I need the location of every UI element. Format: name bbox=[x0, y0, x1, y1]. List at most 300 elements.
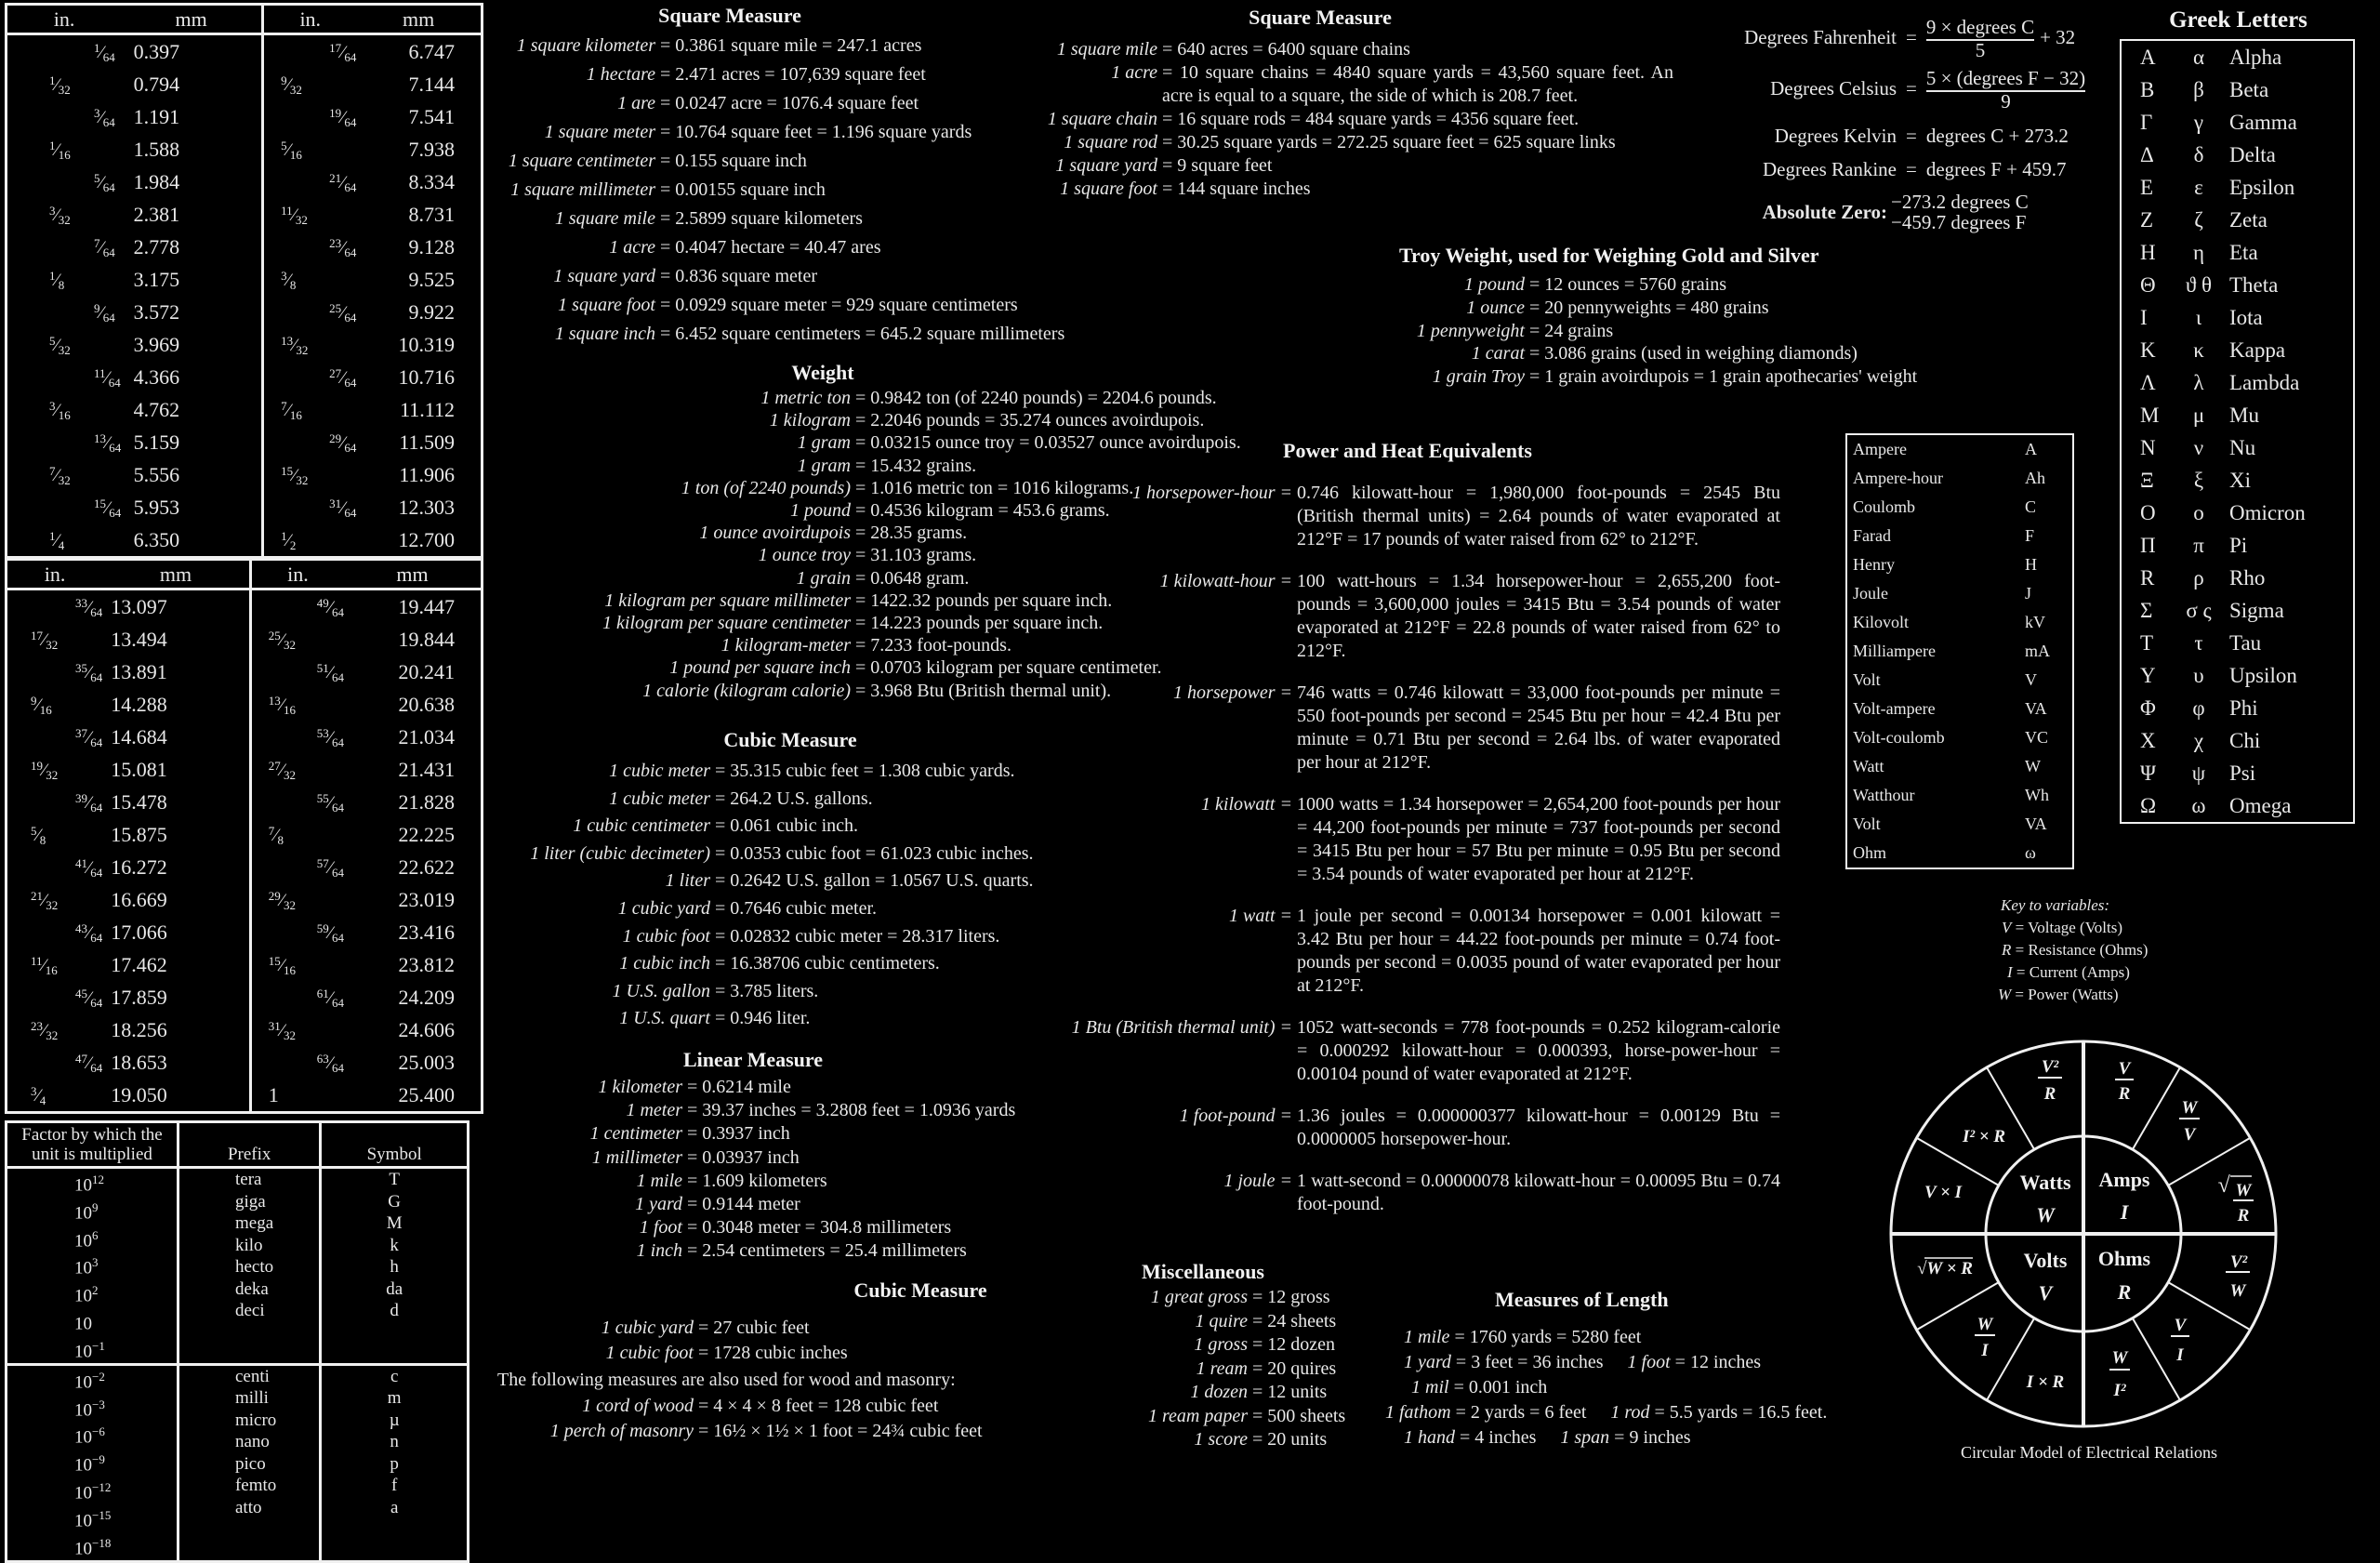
greek-name: Xi bbox=[2229, 468, 2251, 492]
greek-lower: ρ bbox=[2193, 565, 2204, 589]
unit-term: 1 mile bbox=[636, 1170, 682, 1191]
unit-row bbox=[1846, 493, 2073, 522]
equivalent-value: = 3.968 Btu (British thermal unit). bbox=[855, 680, 1112, 701]
conversion-row bbox=[7, 981, 483, 1013]
greek-name: Gamma bbox=[2229, 110, 2297, 134]
greek-letter-row bbox=[2121, 366, 2354, 399]
unit-row bbox=[1846, 522, 2073, 550]
equivalent-value: = 0.2642 U.S. gallon = 1.0567 U.S. quarts. bbox=[715, 870, 1034, 892]
greek-lower: β bbox=[2193, 77, 2204, 101]
prefix-symbol: a bbox=[390, 1497, 399, 1517]
mm-value: 10.716 bbox=[398, 364, 455, 389]
si-prefix-table bbox=[5, 1120, 469, 1563]
unit-name: Volt-ampere bbox=[1853, 699, 1936, 718]
equivalent-value: = 7.233 foot-pounds. bbox=[855, 635, 1012, 656]
inch-fraction: $^{41}⁄_{64}$ bbox=[75, 855, 103, 880]
unit-term: 1 kilogram bbox=[769, 410, 851, 431]
unit-term: 1 quire bbox=[1195, 1310, 1248, 1331]
greek-name: Theta bbox=[2229, 272, 2279, 297]
conversion-line bbox=[1362, 320, 1938, 343]
prefix-symbol: d bbox=[390, 1301, 399, 1320]
unit-term: 1 square centimeter bbox=[508, 151, 655, 171]
miscellaneous-section bbox=[1078, 1260, 1357, 1452]
svg-text:R: R bbox=[2118, 1084, 2131, 1104]
inch-mm-table-1 bbox=[5, 3, 483, 559]
equivalent-value: 1000 watts = 1.34 horsepower = 2,654,200 foot-pounds per hour = 44,200 foot-pounds per minute = 737 foot-pounds per second = 3415 Btu per hour = 57 Btu per minute = 0.95 Btu per second = 3.54 pounds of water evaporated per hour at 212°F. bbox=[1297, 794, 1780, 884]
mm-value: 19.447 bbox=[398, 594, 455, 618]
prefix-header-symbol: Symbol bbox=[321, 1122, 469, 1168]
unit-row bbox=[1846, 434, 2073, 464]
mm-value: 17.462 bbox=[111, 952, 167, 976]
unit-term: 1 gram bbox=[797, 455, 851, 476]
equivalent-value: = 0.0929 square meter = 929 square centimeters bbox=[660, 295, 1018, 315]
unit-term: 1 cubic centimeter bbox=[573, 815, 710, 837]
greek-name: Nu bbox=[2229, 435, 2256, 459]
greek-letter-row bbox=[2121, 399, 2354, 431]
factor-value: $10^{-15}$ bbox=[74, 1507, 112, 1531]
unit-name: Ampere bbox=[1853, 440, 1907, 458]
conversion-line bbox=[497, 233, 1018, 262]
greek-upper: Μ bbox=[2140, 403, 2160, 427]
prefix-symbol: k bbox=[390, 1235, 399, 1255]
factor-value: $10^{12}$ bbox=[74, 1172, 104, 1196]
greek-letters-section bbox=[2120, 7, 2357, 824]
prefix-group bbox=[7, 1364, 469, 1561]
prefix-group bbox=[7, 1168, 469, 1365]
inch-fraction: $^{25}⁄_{32}$ bbox=[250, 623, 344, 656]
unit-name: Volt-coulomb bbox=[1853, 728, 1945, 747]
greek-upper: Ε bbox=[2140, 175, 2154, 199]
conversion-line bbox=[497, 89, 1018, 118]
conversion-line bbox=[502, 1005, 1134, 1033]
formula-sqrt-w-times-r: √W × R bbox=[1917, 1259, 1973, 1278]
mm-value: 22.225 bbox=[398, 822, 455, 846]
greek-letter-row bbox=[2121, 757, 2354, 789]
inch-fraction: $^5⁄_{64}$ bbox=[94, 170, 115, 194]
equivalent-value: = 16 square rods = 484 square yards = 4356 square feet. bbox=[1162, 109, 1580, 129]
conversion-row bbox=[7, 231, 483, 263]
unit-term: 1 square yard bbox=[1055, 155, 1157, 176]
inch-fraction: $^{17}⁄_{32}$ bbox=[31, 628, 59, 652]
mm-value: 21.034 bbox=[398, 724, 455, 748]
length-line bbox=[1385, 1425, 1906, 1450]
unit-term: 1 square mile bbox=[1056, 39, 1157, 60]
mm-value: 10.319 bbox=[398, 332, 455, 356]
power-heat-section bbox=[1041, 439, 1794, 1235]
unit-term: 1 span bbox=[1560, 1427, 1610, 1448]
unit-name: Watthour bbox=[1853, 786, 1915, 804]
section-title: Cubic Measure bbox=[723, 728, 857, 751]
inch-fraction: $^1⁄_{64}$ bbox=[94, 40, 115, 64]
unit-term: 1 acre bbox=[609, 237, 655, 258]
equivalent-value: = 0.02832 cubic meter = 28.317 liters. bbox=[715, 925, 1000, 947]
inch-fraction: $^{33}⁄_{64}$ bbox=[75, 595, 103, 619]
greek-upper: Υ bbox=[2140, 663, 2156, 687]
greek-upper: Λ bbox=[2140, 370, 2156, 394]
mm-value: 24.606 bbox=[398, 1017, 455, 1041]
inch-fraction: $^{57}⁄_{64}$ bbox=[250, 851, 344, 883]
conversion-line bbox=[1041, 1170, 1794, 1216]
equivalent-value: = 0.4047 hectare = 40.47 ares bbox=[660, 237, 881, 258]
column-header-mm: mm bbox=[344, 560, 483, 589]
conversion-line bbox=[1362, 365, 1938, 389]
mm-value: 13.494 bbox=[111, 627, 167, 651]
mm-value: 19.050 bbox=[111, 1082, 167, 1106]
unit-symbol: A bbox=[2025, 440, 2037, 458]
inch-fraction: $^{31}⁄_{64}$ bbox=[263, 491, 357, 523]
wheel-ohms-symbol: R bbox=[2117, 1280, 2132, 1304]
greek-lower: α bbox=[2192, 45, 2205, 69]
formula-v-over-i bbox=[2171, 1316, 2189, 1365]
unit-name: Kilovolt bbox=[1853, 613, 1910, 631]
inch-fraction: $^{43}⁄_{64}$ bbox=[75, 921, 103, 945]
column-header-in: in. bbox=[263, 5, 357, 34]
conversion-row bbox=[7, 198, 483, 231]
prefix-name: deci bbox=[234, 1301, 265, 1320]
inch-fraction: $^{53}⁄_{64}$ bbox=[250, 721, 344, 753]
unit-term: 1 gross bbox=[1194, 1334, 1248, 1355]
mm-value: 9.128 bbox=[408, 234, 455, 258]
mm-value: 7.938 bbox=[408, 137, 455, 161]
factor-value: $10^{-1}$ bbox=[74, 1338, 105, 1362]
conversion-line bbox=[1041, 108, 1673, 131]
mm-value: 21.431 bbox=[398, 757, 455, 781]
equivalent-value: = 0.3048 meter = 304.8 millimeters bbox=[687, 1217, 952, 1238]
inch-fraction: 1 bbox=[250, 1079, 344, 1113]
column-header-mm: mm bbox=[356, 5, 482, 34]
equivalent-value: = 12 gross bbox=[1252, 1287, 1330, 1307]
conversion-line bbox=[1078, 1310, 1357, 1334]
mm-value: 2.778 bbox=[133, 234, 180, 258]
formula-w-over-i bbox=[1975, 1315, 1995, 1360]
conversion-line bbox=[497, 387, 1217, 409]
unit-symbol: kV bbox=[2025, 613, 2045, 631]
greek-lower: τ bbox=[2194, 630, 2203, 655]
greek-name: Iota bbox=[2229, 305, 2263, 329]
inch-fraction: $^7⁄_{32}$ bbox=[49, 463, 71, 487]
svg-text:V: V bbox=[2174, 1316, 2187, 1335]
unit-row bbox=[1846, 637, 2073, 666]
unit-term: 1 dozen bbox=[1190, 1382, 1248, 1402]
conversion-row bbox=[7, 656, 483, 688]
conversion-line bbox=[1078, 1286, 1357, 1310]
wheel-amps-symbol: I bbox=[2120, 1200, 2129, 1224]
equivalent-value: = 0.7646 cubic meter. bbox=[715, 897, 878, 919]
mm-value: 18.256 bbox=[111, 1017, 167, 1041]
unit-term: 1 horsepower = bbox=[1173, 682, 1292, 703]
conversion-line bbox=[493, 1394, 1088, 1419]
greek-upper: Κ bbox=[2140, 338, 2156, 362]
unit-term: 1 U.S. quart bbox=[619, 1008, 710, 1029]
greek-name: Psi bbox=[2229, 761, 2256, 785]
inch-fraction: $^{37}⁄_{64}$ bbox=[75, 725, 103, 749]
equivalent-value: = 1760 yards = 5280 feet bbox=[1449, 1327, 1642, 1347]
wheel-volts-symbol: V bbox=[2038, 1281, 2053, 1305]
formula-i-times-r: I × R bbox=[2026, 1372, 2065, 1392]
wheel-watts-label: Watts bbox=[2019, 1171, 2071, 1194]
prefix-name: micro bbox=[234, 1410, 277, 1430]
unit-term: 1 cubic foot bbox=[622, 925, 710, 947]
greek-name: Lambda bbox=[2229, 370, 2300, 394]
unit-term: 1 kilogram per square millimeter bbox=[604, 589, 851, 611]
mm-value: 6.747 bbox=[408, 39, 455, 63]
equivalent-value: = 12 ounces = 5760 grains bbox=[1529, 274, 1726, 295]
factor-value: $10^2$ bbox=[74, 1283, 99, 1306]
equivalent-value: = 0.836 square meter bbox=[660, 266, 818, 286]
unit-term: 1 grain bbox=[796, 567, 851, 589]
equivalent-value: = 12 inches bbox=[1670, 1352, 1762, 1372]
unit-term: 1 pennyweight bbox=[1416, 320, 1525, 341]
formula-w-over-i2 bbox=[2109, 1348, 2130, 1400]
svg-text:√: √ bbox=[2217, 1173, 2230, 1198]
unit-name: Farad bbox=[1853, 526, 1891, 545]
unit-term: 1 pound per square inch bbox=[669, 657, 851, 679]
factor-value: $10^{-6}$ bbox=[74, 1424, 105, 1448]
svg-text:W: W bbox=[2229, 1281, 2246, 1301]
greek-upper: Ο bbox=[2140, 500, 2156, 524]
conversion-row bbox=[7, 426, 483, 458]
section-title: Square Measure bbox=[1249, 6, 1392, 29]
conversion-line bbox=[1041, 793, 1794, 886]
conversion-row bbox=[7, 491, 483, 523]
equivalent-value: = 24 sheets bbox=[1252, 1310, 1337, 1331]
greek-upper: Ν bbox=[2140, 435, 2156, 459]
greek-upper: Τ bbox=[2140, 630, 2154, 655]
unit-name: Henry bbox=[1853, 555, 1895, 574]
unit-term: 1 square kilometer bbox=[516, 35, 655, 56]
greek-letters-table bbox=[2120, 39, 2355, 824]
greek-letter-row bbox=[2121, 789, 2354, 823]
greek-upper: Ξ bbox=[2140, 468, 2154, 492]
conversion-line bbox=[493, 1316, 1088, 1341]
inch-fraction: $^{49}⁄_{64}$ bbox=[250, 589, 344, 624]
unit-term: 1 kilowatt-hour = bbox=[1159, 571, 1292, 591]
inch-fraction: $^7⁄_8$ bbox=[250, 818, 344, 851]
unit-term: 1 kilometer bbox=[598, 1077, 682, 1097]
greek-upper: Θ bbox=[2140, 272, 2156, 297]
inch-mm-table-2 bbox=[5, 558, 483, 1114]
length-line bbox=[1385, 1375, 1906, 1400]
conversion-line bbox=[1078, 1381, 1357, 1405]
conversion-row bbox=[7, 786, 483, 818]
greek-upper: Π bbox=[2140, 533, 2156, 557]
unit-row bbox=[1846, 464, 2073, 493]
factor-value: 10 bbox=[74, 1314, 92, 1334]
unit-symbol: F bbox=[2025, 526, 2035, 545]
inch-fraction: $^1⁄_{16}$ bbox=[49, 138, 71, 162]
mm-value: 11.112 bbox=[400, 397, 455, 421]
equivalent-value: = 3.785 liters. bbox=[715, 980, 819, 1001]
svg-text:W: W bbox=[2111, 1348, 2128, 1368]
unit-row bbox=[1846, 810, 2073, 839]
conversion-line bbox=[497, 291, 1018, 320]
inch-fraction: $^{27}⁄_{64}$ bbox=[263, 361, 357, 393]
mm-value: 19.844 bbox=[398, 627, 455, 651]
unit-term: 1 cubic meter bbox=[609, 788, 710, 809]
prefix-name: milli bbox=[234, 1388, 269, 1409]
greek-upper: Ω bbox=[2140, 793, 2157, 817]
column-header-in: in. bbox=[7, 5, 122, 34]
section-title: Linear Measure bbox=[682, 1048, 824, 1071]
inch-fraction: $^3⁄_8$ bbox=[263, 263, 357, 296]
conversion-line bbox=[521, 1122, 1078, 1146]
equivalent-value: 1 joule per second = 0.00134 horsepower = 0.001 kilowatt = 3.42 Btu per hour = 44.22 foot-pounds per minute = 0.74 foot-pounds per second = 0.0035 pound of water evaporated per hour at 212°F. bbox=[1297, 906, 1780, 996]
greek-lower: μ bbox=[2192, 403, 2205, 427]
conversion-row bbox=[7, 1013, 483, 1046]
conversion-row bbox=[7, 623, 483, 656]
mm-value: 11.906 bbox=[399, 462, 455, 486]
inch-fraction: $^{15}⁄_{64}$ bbox=[94, 496, 122, 520]
mm-value: 18.653 bbox=[111, 1050, 167, 1074]
unit-term: 1 foot bbox=[639, 1217, 682, 1238]
kelvin-formula: Degrees Kelvin = degrees C + 273.2 bbox=[1774, 124, 2069, 147]
celsius-formula: Degrees Celsius = 5 × (degrees F − 32) 9 bbox=[1770, 66, 2086, 113]
unit-term: 1 ounce troy bbox=[758, 545, 851, 566]
equivalent-value: = 0.03937 inch bbox=[687, 1146, 800, 1168]
greek-name: Sigma bbox=[2229, 598, 2284, 622]
conversion-row bbox=[7, 1079, 483, 1113]
unit-term: 1 foot-pound = bbox=[1179, 1106, 1292, 1126]
prefix-symbol: T bbox=[389, 1170, 400, 1189]
greek-upper: Φ bbox=[2140, 695, 2156, 720]
conversion-row bbox=[7, 883, 483, 916]
equivalent-value: = 0.3861 square mile = 247.1 acres bbox=[660, 35, 922, 56]
prefix-symbol: c bbox=[390, 1366, 399, 1386]
equivalent-value: = 0.9842 ton (of 2240 pounds) = 2204.6 pounds. bbox=[855, 388, 1217, 408]
mm-value: 2.381 bbox=[133, 202, 180, 226]
equivalent-value: = 9 inches bbox=[1609, 1427, 1691, 1448]
svg-text:W: W bbox=[2181, 1098, 2198, 1118]
equivalent-value: = 264.2 U.S. gallons. bbox=[715, 788, 873, 809]
conversion-row bbox=[7, 361, 483, 393]
unit-symbol: Ah bbox=[2025, 469, 2045, 487]
mm-value: 21.828 bbox=[398, 789, 455, 814]
mm-value: 1.191 bbox=[133, 104, 180, 128]
length-line bbox=[1385, 1400, 1906, 1425]
key-title: Key to variables: bbox=[2001, 896, 2110, 914]
inch-fraction: $^{11}⁄_{32}$ bbox=[263, 198, 357, 231]
conversion-row bbox=[7, 458, 483, 491]
unit-name: Coulomb bbox=[1853, 497, 1916, 516]
electrical-key bbox=[1994, 894, 2217, 1006]
equivalent-value: = 500 sheets bbox=[1252, 1405, 1346, 1426]
inch-fraction: $^{47}⁄_{64}$ bbox=[75, 1051, 103, 1075]
conversion-row bbox=[7, 1046, 483, 1079]
greek-lower: ϑ θ bbox=[2185, 272, 2213, 297]
equivalent-value: 100 watt-hours = 1.34 horsepower-hour = 2,655,200 foot-pounds = 3,600,000 joules = 3415 Btu = 3.54 pounds of water evaporated at 212°F = 22.8 pounds of water raised from 62° to 212°F. bbox=[1297, 571, 1780, 661]
wheel-ohms-label: Ohms bbox=[2097, 1247, 2151, 1270]
wheel-watts-symbol: W bbox=[2036, 1203, 2055, 1226]
equivalent-value: = 20 quires bbox=[1252, 1358, 1337, 1379]
prefix-name: deka bbox=[234, 1278, 269, 1299]
conversion-row bbox=[7, 818, 483, 851]
column-header-in: in. bbox=[7, 560, 103, 589]
inch-fraction: $^{59}⁄_{64}$ bbox=[250, 916, 344, 948]
greek-name: Rho bbox=[2229, 565, 2266, 589]
unit-term: 1 square meter bbox=[544, 122, 655, 142]
unit-term: 1 horsepower-hour = bbox=[1132, 483, 1292, 503]
prefix-name: atto bbox=[234, 1497, 262, 1517]
greek-letter-row bbox=[2121, 171, 2354, 204]
unit-term: 1 cord of wood bbox=[582, 1396, 694, 1416]
greek-letter-row bbox=[2121, 431, 2354, 464]
prefix-name: femto bbox=[234, 1476, 277, 1496]
greek-lower: λ bbox=[2193, 370, 2204, 394]
greek-lower: ν bbox=[2193, 435, 2204, 459]
greek-name: Upsilon bbox=[2229, 663, 2297, 687]
greek-name: Omicron bbox=[2229, 500, 2306, 524]
conversion-line bbox=[521, 1170, 1078, 1193]
equivalent-value: = 0.0703 kilogram per square centimeter. bbox=[855, 657, 1162, 679]
rankine-formula: Degrees Rankine = degrees F + 459.7 bbox=[1762, 157, 2067, 180]
unit-term: 1 great gross bbox=[1150, 1287, 1248, 1307]
greek-upper: Α bbox=[2140, 45, 2156, 69]
conversion-line bbox=[502, 758, 1134, 786]
svg-text:W: W bbox=[1977, 1315, 1993, 1334]
equivalent-value: = 1422.32 pounds per square inch. bbox=[855, 589, 1113, 611]
square-measure-us-section bbox=[1041, 6, 1673, 201]
formula-i2-times-r: I² × R bbox=[1962, 1127, 2006, 1146]
unit-term: 1 pound bbox=[1464, 274, 1525, 295]
conversion-line bbox=[521, 1146, 1078, 1170]
equivalent-value: = 9 square feet bbox=[1162, 155, 1273, 176]
greek-letter-row bbox=[2121, 204, 2354, 236]
greek-lower: κ bbox=[2193, 338, 2204, 362]
inch-fraction: $^3⁄_{32}$ bbox=[49, 203, 71, 227]
prefix-header-prefix: Prefix bbox=[178, 1122, 320, 1168]
inch-fraction: $^{27}⁄_{32}$ bbox=[250, 753, 344, 786]
unit-name: Joule bbox=[1853, 584, 1888, 603]
greek-lower: π bbox=[2193, 533, 2204, 557]
conversion-line bbox=[493, 1419, 1088, 1444]
section-title: Greek Letters bbox=[2169, 7, 2307, 33]
length-line bbox=[1385, 1325, 1906, 1350]
conversion-line bbox=[1041, 682, 1794, 775]
inch-fraction: $^1⁄_2$ bbox=[263, 523, 357, 558]
mm-value: 12.700 bbox=[398, 527, 455, 551]
key-item: V = Voltage (Volts) bbox=[2002, 919, 2123, 936]
equivalent-value: = 4 × 4 × 8 feet = 128 cubic feet bbox=[698, 1396, 939, 1416]
equivalent-value: = 31.103 grams. bbox=[855, 545, 977, 566]
svg-text:V: V bbox=[2118, 1059, 2131, 1079]
equivalent-value: = 0.001 inch bbox=[1448, 1377, 1548, 1397]
conversion-row bbox=[7, 851, 483, 883]
unit-symbol: ω bbox=[2025, 843, 2036, 862]
inch-fraction: $^{31}⁄_{32}$ bbox=[250, 1013, 344, 1046]
factor-value: $10^3$ bbox=[74, 1255, 99, 1278]
section-title: Cubic Measure bbox=[853, 1278, 987, 1302]
unit-term: 1 square mile bbox=[554, 208, 655, 229]
greek-upper: Ζ bbox=[2140, 207, 2154, 232]
greek-lower: ξ bbox=[2193, 468, 2204, 492]
prefix-name: kilo bbox=[234, 1235, 263, 1255]
mm-value: 16.669 bbox=[111, 887, 167, 911]
conversion-row bbox=[7, 916, 483, 948]
unit-term: 1 rod bbox=[1610, 1402, 1650, 1423]
inch-fraction: $^9⁄_{16}$ bbox=[31, 693, 52, 717]
cubic-measure-metric-section bbox=[502, 728, 1134, 1033]
unit-term: 1 are bbox=[617, 93, 655, 113]
unit-symbol: Wh bbox=[2025, 786, 2049, 804]
unit-term: 1 square foot bbox=[558, 295, 655, 315]
conversion-line bbox=[502, 978, 1134, 1006]
mm-value: 4.762 bbox=[133, 397, 180, 421]
unit-term: 1 square inch bbox=[554, 324, 655, 344]
svg-text:V²: V² bbox=[2041, 1057, 2059, 1077]
equivalent-value: = 20 units bbox=[1252, 1429, 1328, 1450]
equivalent-value: = 30.25 square yards = 272.25 square feet = 625 square links bbox=[1162, 132, 1616, 152]
equivalent-value: = 0.6214 mile bbox=[687, 1077, 791, 1097]
